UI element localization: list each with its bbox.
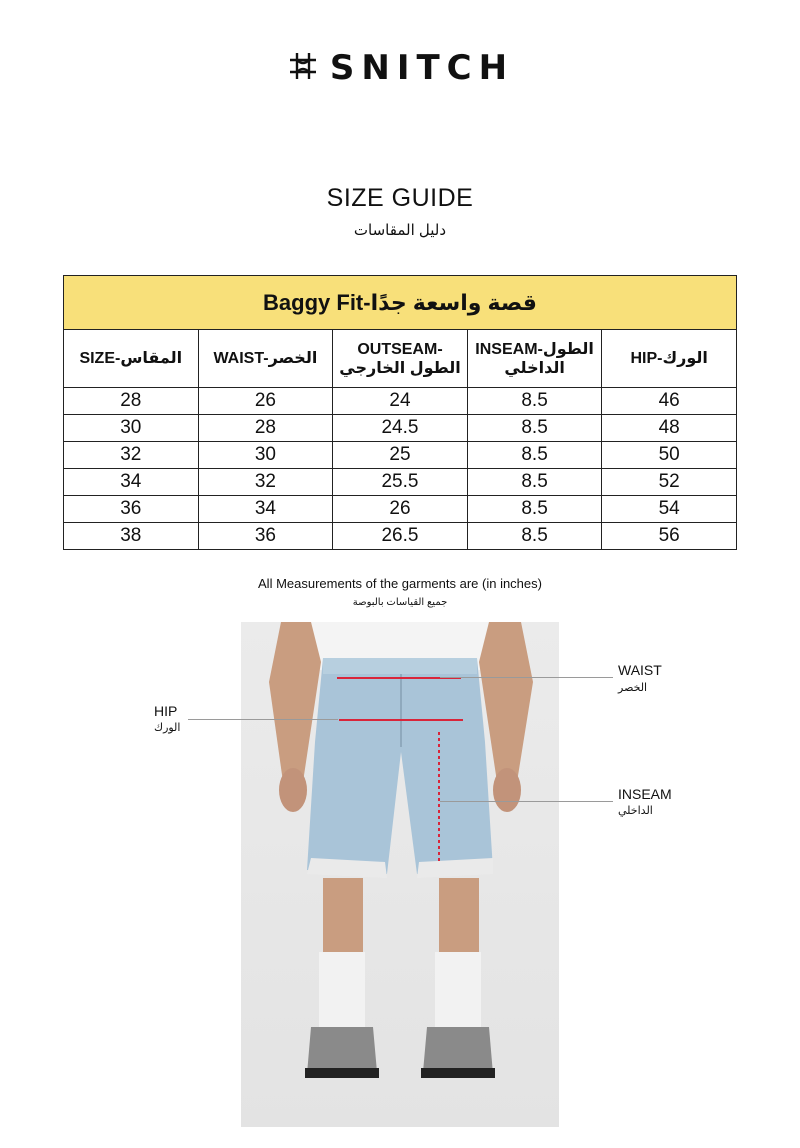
column-header-line: WAIST-الخصر xyxy=(213,350,318,367)
table-cell: 56 xyxy=(602,523,737,550)
table-cell: 25 xyxy=(333,442,468,469)
inseam-callout-label: INSEAM xyxy=(618,786,672,802)
column-header-line: الداخلي xyxy=(504,359,565,377)
table-cell: 26.5 xyxy=(333,523,468,550)
hip-callout-label: HIP xyxy=(154,703,178,719)
table-cell: 34 xyxy=(64,469,199,496)
size-chart-table xyxy=(63,275,737,550)
page-title-arabic: دليل المقاسات xyxy=(353,222,447,239)
table-cell: 34 xyxy=(198,496,333,523)
table-cell: 26 xyxy=(333,496,468,523)
table-cell: 26 xyxy=(198,388,333,415)
hip-callout-label-arabic: الورك xyxy=(154,722,181,734)
waist-callout-label: WAIST xyxy=(618,662,662,678)
measurement-note: All Measurements of the garments are (in inches) xyxy=(258,576,542,591)
table-cell: 24 xyxy=(333,388,468,415)
table-cell: 52 xyxy=(602,469,737,496)
table-cell: 46 xyxy=(602,388,737,415)
table-cell: 32 xyxy=(198,469,333,496)
table-cell: 30 xyxy=(198,442,333,469)
column-header-line: SIZE-المقاس xyxy=(79,350,183,367)
table-cell: 24.5 xyxy=(333,415,468,442)
table-cell: 8.5 xyxy=(467,523,602,550)
waist-callout-label-arabic: الخصر xyxy=(618,682,648,694)
table-cell: 54 xyxy=(602,496,737,523)
table-cell: 8.5 xyxy=(467,496,602,523)
hashtag-knot-logo-icon xyxy=(286,49,320,88)
waist-leader-line xyxy=(440,677,613,678)
table-cell: 28 xyxy=(198,415,333,442)
column-header-line: HIP-الورك xyxy=(630,350,708,367)
table-row xyxy=(64,442,737,469)
fit-title: Baggy Fit-قصة واسعة جدًا xyxy=(64,276,737,330)
table-cell: 36 xyxy=(198,523,333,550)
column-header-hip xyxy=(602,330,737,388)
table-row xyxy=(64,469,737,496)
column-header-line: الطول الخارجي xyxy=(339,359,461,377)
inseam-leader-line xyxy=(440,801,613,802)
table-cell: 50 xyxy=(602,442,737,469)
page-title: SIZE GUIDE xyxy=(326,184,474,212)
table-cell: 36 xyxy=(64,496,199,523)
column-header-line: INSEAM-الطول xyxy=(475,340,594,358)
table-cell: 48 xyxy=(602,415,737,442)
table-cell: 8.5 xyxy=(467,415,602,442)
table-cell: 28 xyxy=(64,388,199,415)
table-cell: 8.5 xyxy=(467,442,602,469)
table-header-row xyxy=(64,330,737,388)
column-header-waist xyxy=(198,330,333,388)
column-header-size xyxy=(64,330,199,388)
table-row xyxy=(64,496,737,523)
table-cell: 38 xyxy=(64,523,199,550)
brand-logo xyxy=(0,48,800,88)
column-header-line: OUTSEAM- xyxy=(357,340,443,358)
hip-leader-line xyxy=(188,719,338,720)
table-cell: 25.5 xyxy=(333,469,468,496)
table-cell: 30 xyxy=(64,415,199,442)
measurement-note-arabic: جميع القياسات بالبوصة xyxy=(352,597,448,608)
brand-name: SNITCH xyxy=(329,48,515,88)
column-header-outseam xyxy=(333,330,468,388)
model-photo xyxy=(241,622,559,1127)
table-row xyxy=(64,388,737,415)
table-row xyxy=(64,523,737,550)
inseam-callout-label-arabic: الداخلي xyxy=(618,805,653,817)
table-cell: 8.5 xyxy=(467,388,602,415)
table-cell: 8.5 xyxy=(467,469,602,496)
table-row xyxy=(64,415,737,442)
column-header-inseam xyxy=(467,330,602,388)
table-cell: 32 xyxy=(64,442,199,469)
